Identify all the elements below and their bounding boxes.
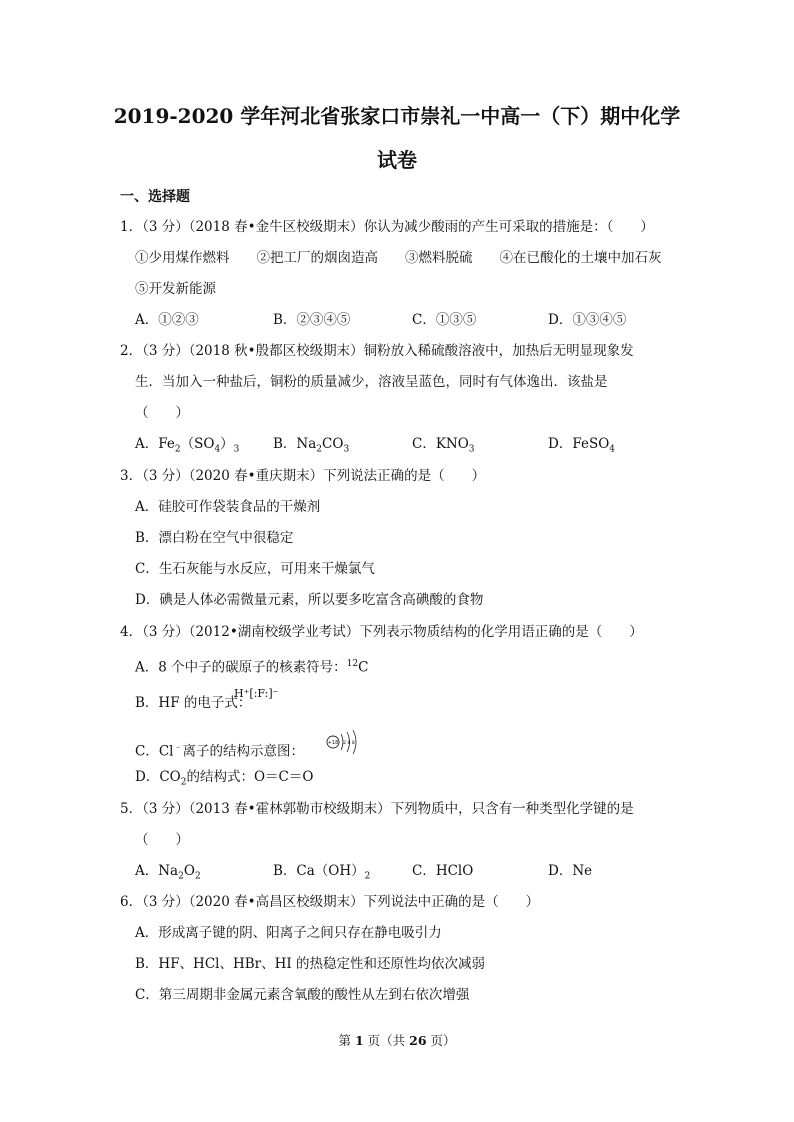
question-2-option-c: C．$KNO_3$ [412, 436, 475, 455]
question-1-option-d: D．①③④⑤ [548, 312, 627, 328]
section-heading: 一、选择题 [120, 189, 190, 205]
question-4-stem: 4．（3 分）（2012•湖南校级学业考试）下列表示物质结构的化学用语正确的是（ ） [120, 624, 643, 640]
exam-title-line1: 2019-2020 学年河北省张家口市崇礼一中高一（下）期中化学 [113, 104, 681, 128]
question-6-stem: 6．（3 分）（2020 春•高昌区校级期末）下列说法中正确的是（ ） [120, 894, 540, 910]
nucleus-charge: +18 [327, 740, 339, 746]
question-2-option-b: B．$Na_2CO_3$ [273, 436, 350, 455]
question-5-option-b: B．$Ca(OH)_2$ [273, 863, 371, 882]
question-5-option-c: C．HClO [412, 863, 474, 879]
question-2-stem-line2: 生．当加入一种盐后，铜粉的质量减少，溶液呈蓝色，同时有气体逸出．该盐是 [135, 374, 608, 390]
question-3-option-a: A．硅胶可作袋装食品的干燥剂 [135, 499, 321, 515]
question-4-option-a: A．8 个中子的碳原子的核素符号：$^{12}$C [135, 659, 369, 676]
question-2-stem-line1: 2．（3 分）（2018 秋•殷都区校级期末）铜粉放入稀硫酸溶液中，加热后无明显现象发 [120, 343, 634, 359]
question-6-option-a: A．形成离子键的阴、阳离子之间只存在静电吸引力 [135, 925, 442, 941]
question-1-stem: 1．（3 分）（2018 春•金牛区校级期末）你认为减少酸雨的产生可采取的措施是：（ ） [120, 219, 654, 235]
question-2-option-a: A．$Fe_2(SO_4)_3$ [135, 436, 240, 455]
question-5-option-d: D．Ne [548, 863, 593, 879]
question-2-option-d: D．FeSO$_4$ [548, 436, 615, 455]
question-1-option-b: B．②③④⑤ [273, 312, 351, 328]
question-1-items-line1: ①少用煤作燃料 ②把工厂的烟囱造高 ③燃料脱硫 ④在已酸化的土壤中加石灰 [135, 250, 662, 266]
question-3-option-b: B．漂白粉在空气中很稳定 [135, 530, 294, 546]
question-1-option-a: A．①②③ [135, 312, 199, 328]
question-4-option-c: C．Cl﹣离子的结构示意图： [135, 743, 304, 760]
question-1-items-line2: ⑤开发新能源 [135, 281, 216, 297]
question-6-option-c: C．第三周期非金属元素含氧酸的酸性从左到右依次增强 [135, 987, 470, 1003]
question-6-option-b: B．HF、HCl、HBr、HI 的热稳定性和还原性均依次减弱 [135, 956, 486, 972]
question-4-option-b: B．HF 的电子式： [135, 695, 252, 711]
page-footer: 第 1 页（共 26 页） [338, 1033, 456, 1048]
question-2-stem-line3: （ ） [135, 405, 189, 421]
question-5-option-a: A．$Na_2O_2$ [135, 863, 201, 882]
question-5-stem-line1: 5．（3 分）（2013 春•霍林郭勒市校级期末）下列物质中，只含有一种类型化学键的是 [120, 801, 634, 817]
exam-title-line2: 试卷 [377, 148, 417, 172]
question-1-option-c: C．①③⑤ [412, 312, 477, 328]
electron-shells: 2 8 8 [343, 741, 355, 746]
chloride-ion-structure-diagram [326, 728, 362, 756]
question-3-option-c: C．生石灰能与水反应，可用来干燥氯气 [135, 561, 375, 577]
question-3-option-d: D．碘是人体必需微量元素，所以要多吃富含高碘酸的食物 [135, 592, 484, 608]
hf-electron-formula: H⁺[:F:]⁻ [234, 687, 279, 700]
question-5-stem-line2: （ ） [135, 832, 189, 848]
question-4-option-d: D．$CO_2$的结构式：O＝C＝O [135, 769, 314, 788]
question-3-stem: 3．（3 分）（2020 春•重庆期末）下列说法正确的是（ ） [120, 468, 486, 484]
